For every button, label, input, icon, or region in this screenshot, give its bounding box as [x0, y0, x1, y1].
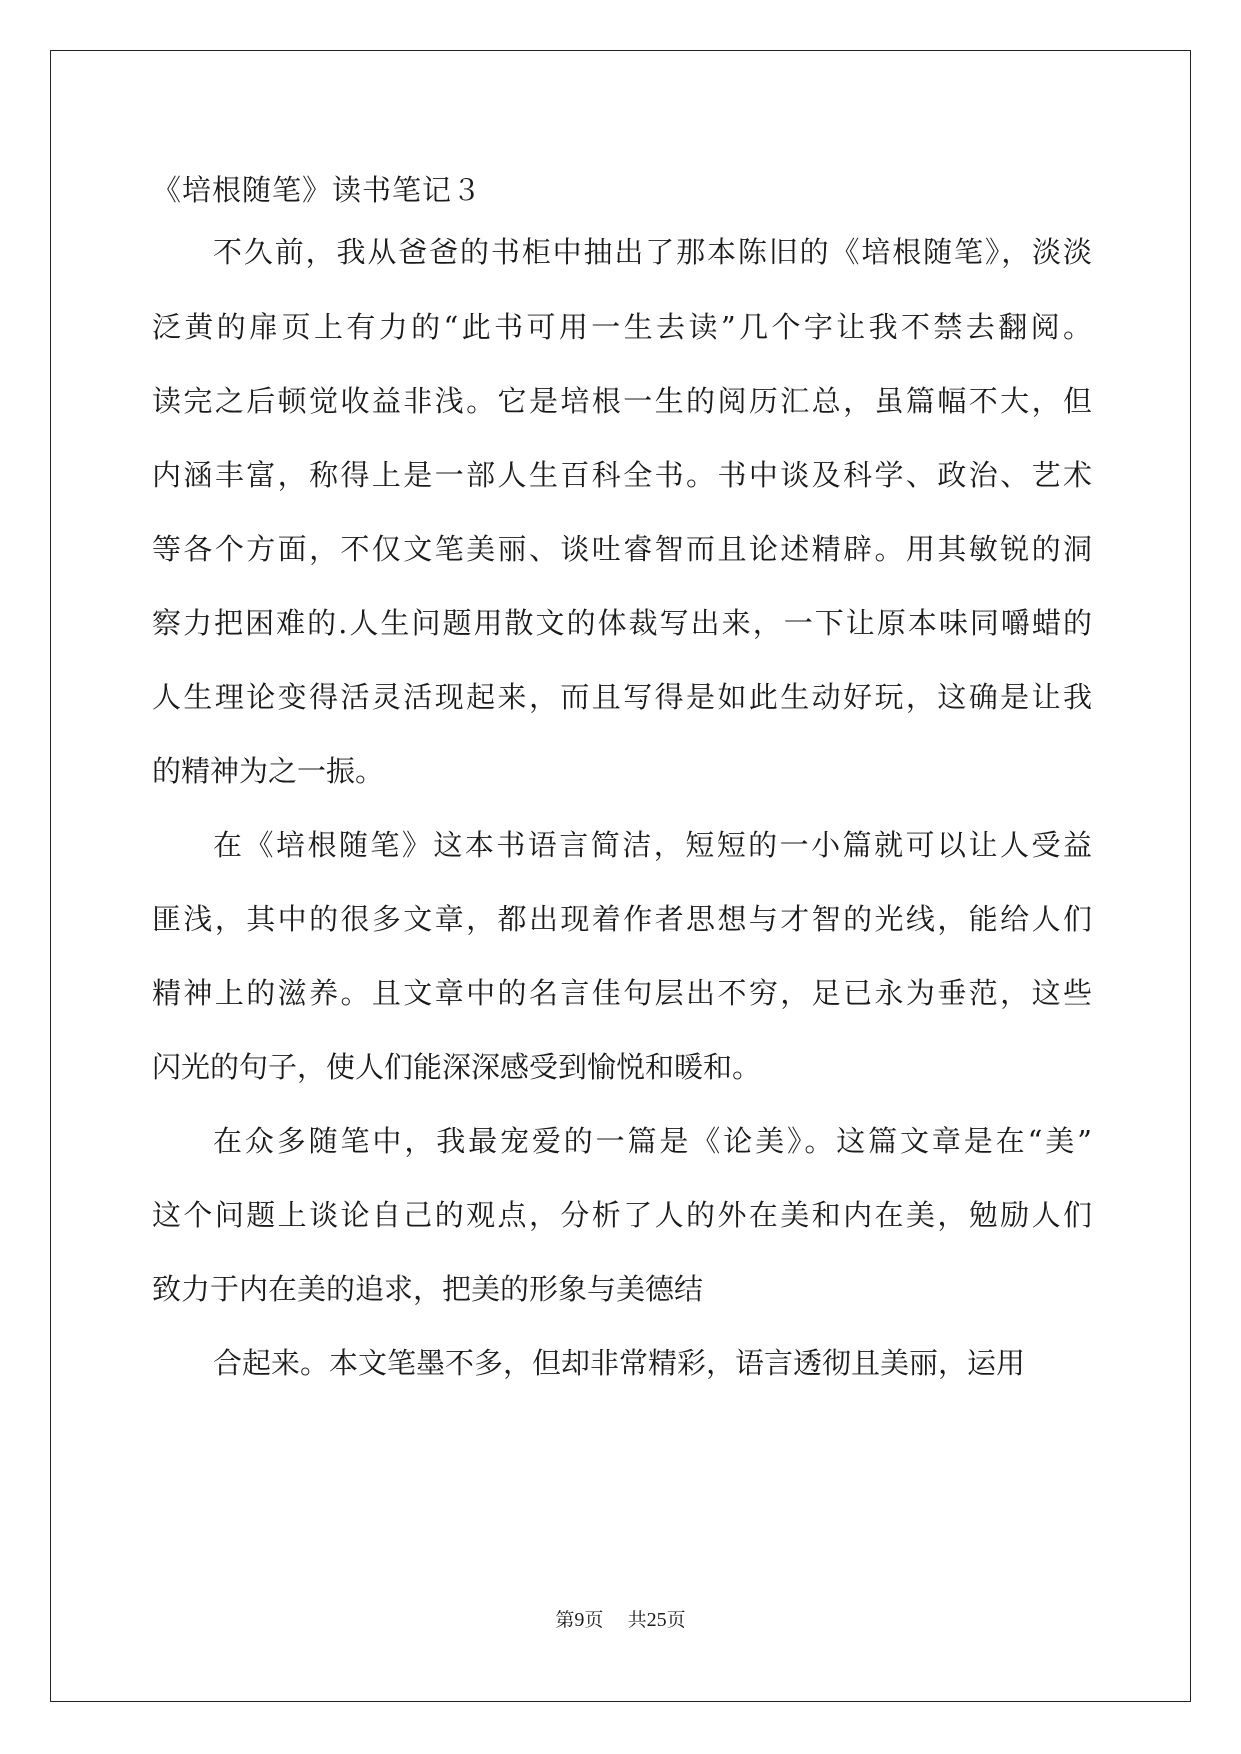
- page-border: [50, 50, 1191, 1702]
- paragraph-1-line-1: 不久前，我从爸爸的书柜中抽出了那本陈旧的《培根随笔》，淡淡: [213, 235, 1092, 269]
- paragraph-3-line-1: 在众多随笔中，我最宠爱的一篇是《论美》。这篇文章是在“美”: [213, 1124, 1092, 1158]
- paragraph-1-line-2: 泛黄的扉页上有力的“此书可用一生去读”几个字让我不禁去翻阅。: [152, 310, 1092, 344]
- paragraph-1-line-4: 内涵丰富，称得上是一部人生百科全书。书中谈及科学、政治、艺术: [152, 458, 1092, 492]
- paragraph-1-line-6: 察力把困难的.人生问题用散文的体裁写出来，一下让原本味同嚼蜡的: [152, 606, 1092, 640]
- footer-page-number: 9: [574, 1609, 585, 1631]
- footer-total-prefix: 共: [627, 1609, 647, 1631]
- document-title: 《培根随笔》读书笔记３: [152, 173, 483, 207]
- paragraph-1-line-5: 等各个方面，不仅文笔美丽、谈吐睿智而且论述精辟。用其敏锐的洞: [152, 532, 1092, 566]
- footer-total-suffix: 页: [666, 1609, 686, 1631]
- footer-total-pages: 25: [646, 1609, 667, 1631]
- paragraph-1-line-7: 人生理论变得活灵活现起来，而且写得是如此生动好玩，这确是让我: [152, 680, 1092, 714]
- footer-page-prefix: 第: [555, 1609, 575, 1631]
- paragraph-1-line-3: 读完之后顿觉收益非浅。它是培根一生的阅历汇总，虽篇幅不大，但: [152, 384, 1092, 418]
- paragraph-3-line-3: 致力于内在美的追求，把美的形象与美德结: [152, 1272, 704, 1306]
- paragraph-2-line-4: 闪光的句子，使人们能深深感受到愉悦和暖和。: [152, 1050, 762, 1084]
- paragraph-2-line-2: 匪浅，其中的很多文章，都出现着作者思想与才智的光线，能给人们: [152, 902, 1092, 936]
- paragraph-4-line-1: 合起来。本文笔墨不多，但却非常精彩，语言透彻且美丽，运用: [213, 1346, 1026, 1380]
- paragraph-2-line-1: 在《培根随笔》这本书语言简洁，短短的一小篇就可以让人受益: [213, 828, 1092, 862]
- paragraph-1-line-8: 的精神为之一振。: [152, 754, 385, 788]
- paragraph-3-line-2: 这个问题上谈论自己的观点，分析了人的外在美和内在美，勉励人们: [152, 1198, 1092, 1232]
- paragraph-2-line-3: 精神上的滋养。且文章中的名言佳句层出不穷，足已永为垂范，这些: [152, 976, 1092, 1010]
- page-footer: [0, 1608, 1241, 1632]
- footer-page-suffix: 页: [584, 1609, 604, 1631]
